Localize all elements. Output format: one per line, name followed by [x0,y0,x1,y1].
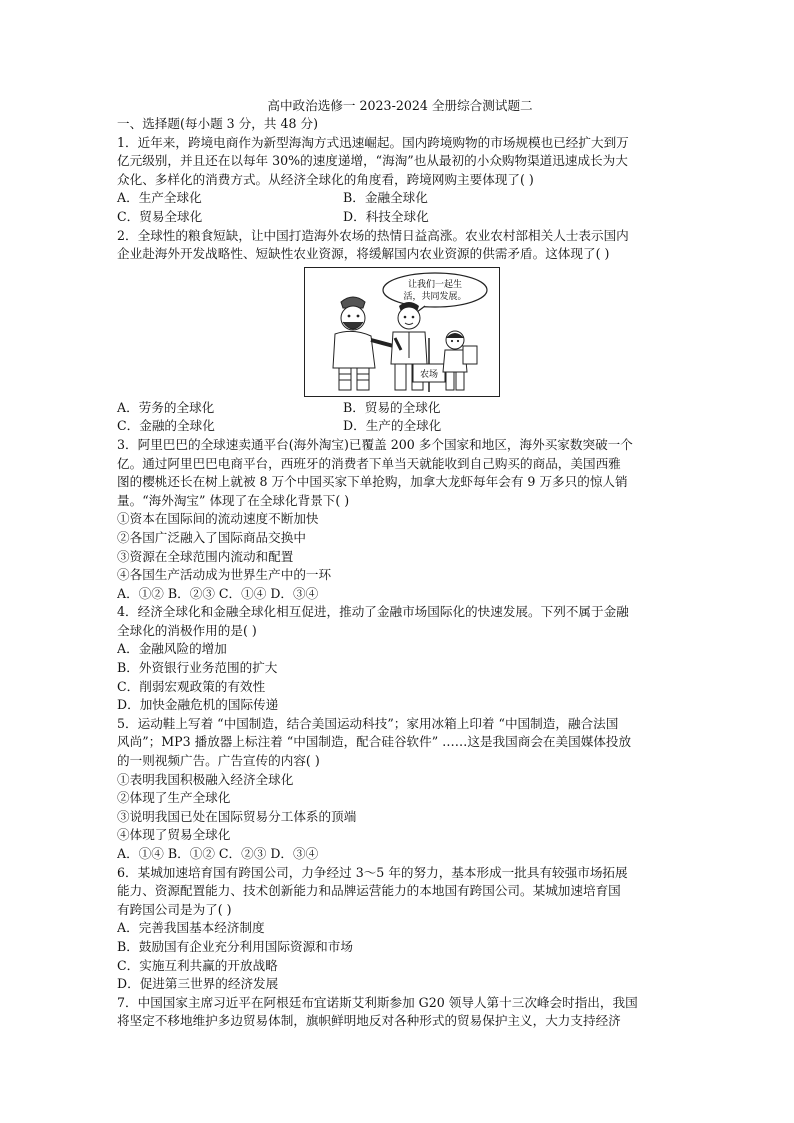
q2-options-row-1 [117,399,683,418]
question-4-stem [117,603,683,640]
q3-line-2: 亿。通过阿里巴巴电商平台，西班牙的消费者下单当天就能收到自己购买的商品，美国西雅 [117,455,621,471]
q3-item-1: ①资本在国际间的流动速度不断加快 [117,511,319,527]
q5-item-3: ③说明我国已处在国际贸易分工体系的顶端 [117,808,357,824]
q5-item-1: ①表明我国积极融入经济全球化 [117,771,294,787]
question-7-stem [117,994,683,1031]
q2-option-c: C．金融的全球化 [117,418,215,434]
page-title: 高中政治选修一 2023-2024 全册综合测试题二 [267,98,533,113]
q2-line-2: 企业赴海外开发战略性、短缺性农业资源，将缓解国内农业资源的供需矛盾。这体现了( ) [117,246,610,262]
q5-line-2: 风尚”；MP3 播放器上标注着 “中国制造，配合硅谷软件” ……这是我国商会在美国媒体投放 [117,734,632,750]
q1-options-row-1 [117,189,683,208]
question-5-stem [117,715,683,771]
q3-line-4: 量。“海外淘宝” 体现了在全球化背景下( ) [117,492,350,508]
q6-line-1: 6．某城加速培育国有跨国公司，力争经过 3～5 年的努力，基本形成一批具有较强市场拓展 [117,864,628,880]
q1-option-c: C．贸易全球化 [117,208,203,224]
exam-page [117,97,683,1031]
q1-option-b: B．金融全球化 [343,190,428,206]
q1-options-row-2 [117,208,683,227]
q2-line-1: 2．全球性的粮食短缺，让中国打造海外农场的热情日益高涨。农业农村部相关人士表示国内 [117,227,629,243]
q4-line-1: 4．经济全球化和金融全球化相互促进，推动了金融市场国际化的快速发展。下列不属于金融 [117,604,629,620]
question-2-stem [117,227,683,264]
q2-option-b: B．贸易的全球化 [343,399,441,415]
q5-line-1: 5．运动鞋上写着 “中国制造，结合美国运动科技”；家用冰箱上印着 “中国制造，融合法国 [117,715,619,731]
question-3-stem [117,436,683,510]
q4-option-d: D．加快金融危机的国际传递 [117,697,279,713]
q6-line-3: 有跨国公司是为了( ) [117,901,232,917]
q4-option-b: B．外资银行业务范围的扩大 [117,660,278,676]
q3-item-3: ③资源在全球范围内流动和配置 [117,548,294,564]
q1-line-1: 1．近年来，跨境电商作为新型海淘方式迅速崛起。国内跨境购物的市场规模也已经扩大到万 [117,134,629,150]
q1-option-d: D．科技全球化 [343,208,429,224]
q5-choices: A．①④ B．①② C．②③ D．③④ [117,846,319,861]
q6-option-c: C．实施互利共赢的开放战略 [117,957,278,973]
q3-item-2: ②各国广泛融入了国际商品交换中 [117,529,306,545]
question-1-stem [117,134,683,190]
q3-choices: A．①② B．②③ C．①④ D．③④ [117,585,319,601]
q1-line-2: 亿元级别，并且还在以每年 30%的速度递增，“海淘”也从最初的小众购物渠道迅速成长为大 [117,153,628,169]
q5-item-4: ④体现了贸易全球化 [117,827,231,843]
cartoon-drawing [305,268,499,396]
bubble-text-1: 让我们一起生 [407,279,463,290]
q4-option-c: C．削弱宏观政策的有效性 [117,678,266,694]
q4-option-a: A．金融风险的增加 [117,641,227,657]
q3-line-3: 图的樱桃还长在树上就被 8 万个中国买家下单抢购，加拿大龙虾每年会有 9 万多只的惊人销 [117,474,628,490]
q1-option-a: A．生产全球化 [117,190,202,206]
q6-option-d: D．促进第三世界的经济发展 [117,976,279,992]
bubble-text-2: 活，共同发展。 [403,291,467,302]
question-6-stem [117,864,683,920]
cartoon-illustration [304,267,500,397]
q3-line-1: 3．阿里巴巴的全球速卖通平台(海外淘宝)已覆盖 200 多个国家和地区，海外买家数突破一个 [117,436,633,452]
q4-line-2: 全球化的消极作用的是( ) [117,622,257,638]
farm-sign-text: 农场 [419,369,439,380]
q6-option-a: A．完善我国基本经济制度 [117,920,265,936]
q5-line-3: 的一则视频广告。广告宣传的内容( ) [117,753,320,769]
q2-option-a: A．劳务的全球化 [117,399,215,415]
q7-line-2: 将坚定不移地维护多边贸易体制，旗帜鲜明地反对各种形式的贸易保护主义，大力支持经济 [117,1013,621,1029]
q6-line-2: 能力、资源配置能力、技术创新能力和品牌运营能力的本地国有跨国公司。某城加速培育国 [117,883,621,899]
q1-line-3: 众化、多样化的消费方式。从经济全球化的角度看，跨境网购主要体现了( ) [117,171,534,187]
q2-options-row-2 [117,417,683,436]
q5-item-2: ②体现了生产全球化 [117,790,231,806]
q7-line-1: 7．中国国家主席习近平在阿根廷布宜诺斯艾利斯参加 G20 领导人第十三次峰会时指出，我国 [117,994,638,1010]
q3-item-4: ④各国生产活动成为世界生产中的一环 [117,567,332,583]
q2-option-d: D．生产的全球化 [343,418,442,434]
q6-option-b: B．鼓励国有企业充分利用国际资源和市场 [117,938,353,954]
section-heading: 一、选择题(每小题 3 分，共 48 分) [117,116,319,131]
